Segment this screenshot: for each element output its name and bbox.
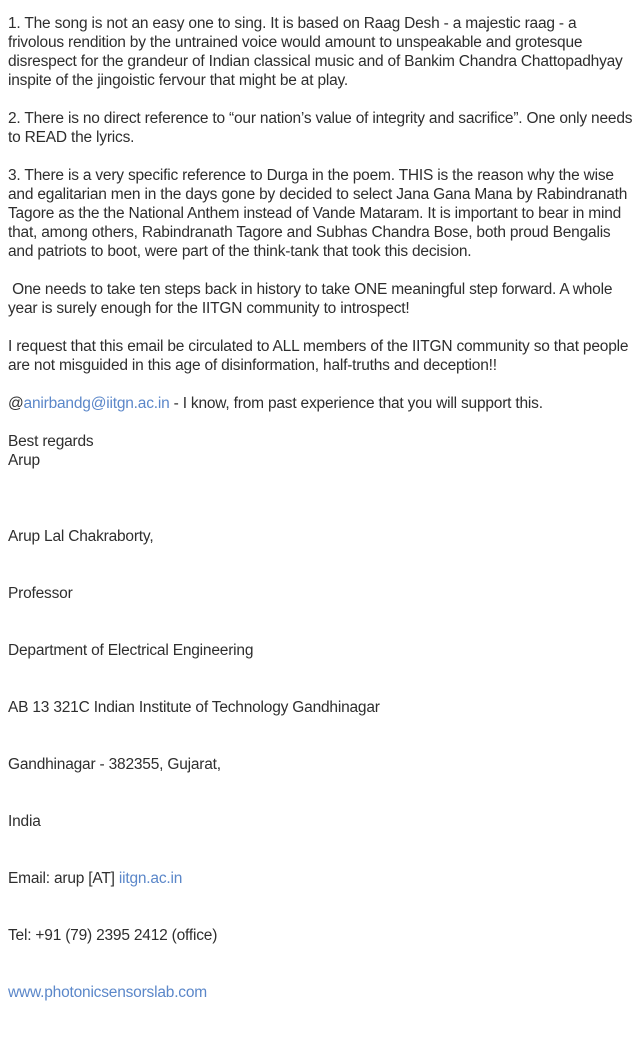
- paragraph-4-ten-steps-back: One needs to take ten steps back in history to take ONE meaningful step forward. A whole year is surely enough for the IITGN community to introspect!: [8, 281, 617, 317]
- mention-line: [8, 394, 635, 413]
- signature-email-line: [8, 869, 635, 888]
- paragraph-2-no-direct-reference: 2. There is no direct reference to “our nation’s value of integrity and sacrifice”. One only needs to READ the lyrics.: [8, 110, 637, 146]
- mention-followup-text: - I know, from past experience that you will support this.: [169, 395, 543, 412]
- signature-telephone: Tel: +91 (79) 2395 2412 (office): [8, 927, 218, 944]
- paragraph-5-circulation-request: I request that this email be circulated to ALL members of the IITGN community so that people are not misguided in this age of disinformation, half-truths and deception!!: [8, 338, 633, 374]
- signature-title: Professor: [8, 585, 73, 602]
- signature-email-domain-link[interactable]: iitgn.ac.in: [118, 870, 183, 887]
- signature-full-name: Arup Lal Chakraborty,: [8, 528, 154, 545]
- paragraph-3-durga-reference: 3. There is a very specific reference to Durga in the poem. THIS is the reason why the wise and egalitarian men in the days gone by decided to select Jana Gana Mana by Rabindranath Tagore as the the National Anthem instead of Vande Mataram. It is important to bear in mind that, among others, Rabindranath Tagore and Subhas Chandra Bose, both proud Bengalis and patriots to boot, were part of the think-tank that took this decision.: [8, 167, 632, 260]
- signature-department: Department of Electrical Engineering: [8, 642, 254, 659]
- signature-block: [8, 489, 635, 1040]
- signature-address-line1: AB 13 321C Indian Institute of Technology Gandhinagar: [8, 699, 380, 716]
- closing-regards: Best regards: [8, 433, 94, 450]
- mention-email-link[interactable]: anirbandg@iitgn.ac.in: [23, 395, 170, 412]
- signature-country: India: [8, 813, 41, 830]
- signature-website-link[interactable]: www.photonicsensorslab.com: [8, 984, 207, 1001]
- paragraph-1-song-difficulty: 1. The song is not an easy one to sing. It is based on Raag Desh - a majestic raag - a frivolous rendition by the untrained voice would amount to unspeakable and grotesque disrespect for the grandeur of Indian classical music and of Bankim Chandra Chattopadhyay inspite of the jingoistic fervour that might be at play.: [8, 15, 627, 89]
- mention-at-prefix: @: [8, 395, 24, 412]
- closing-block: [8, 432, 635, 470]
- signature-email-label: Email: arup [AT]: [8, 870, 119, 887]
- signature-address-line2: Gandhinagar - 382355, Gujarat,: [8, 756, 221, 773]
- closing-sender-name: Arup: [8, 452, 40, 469]
